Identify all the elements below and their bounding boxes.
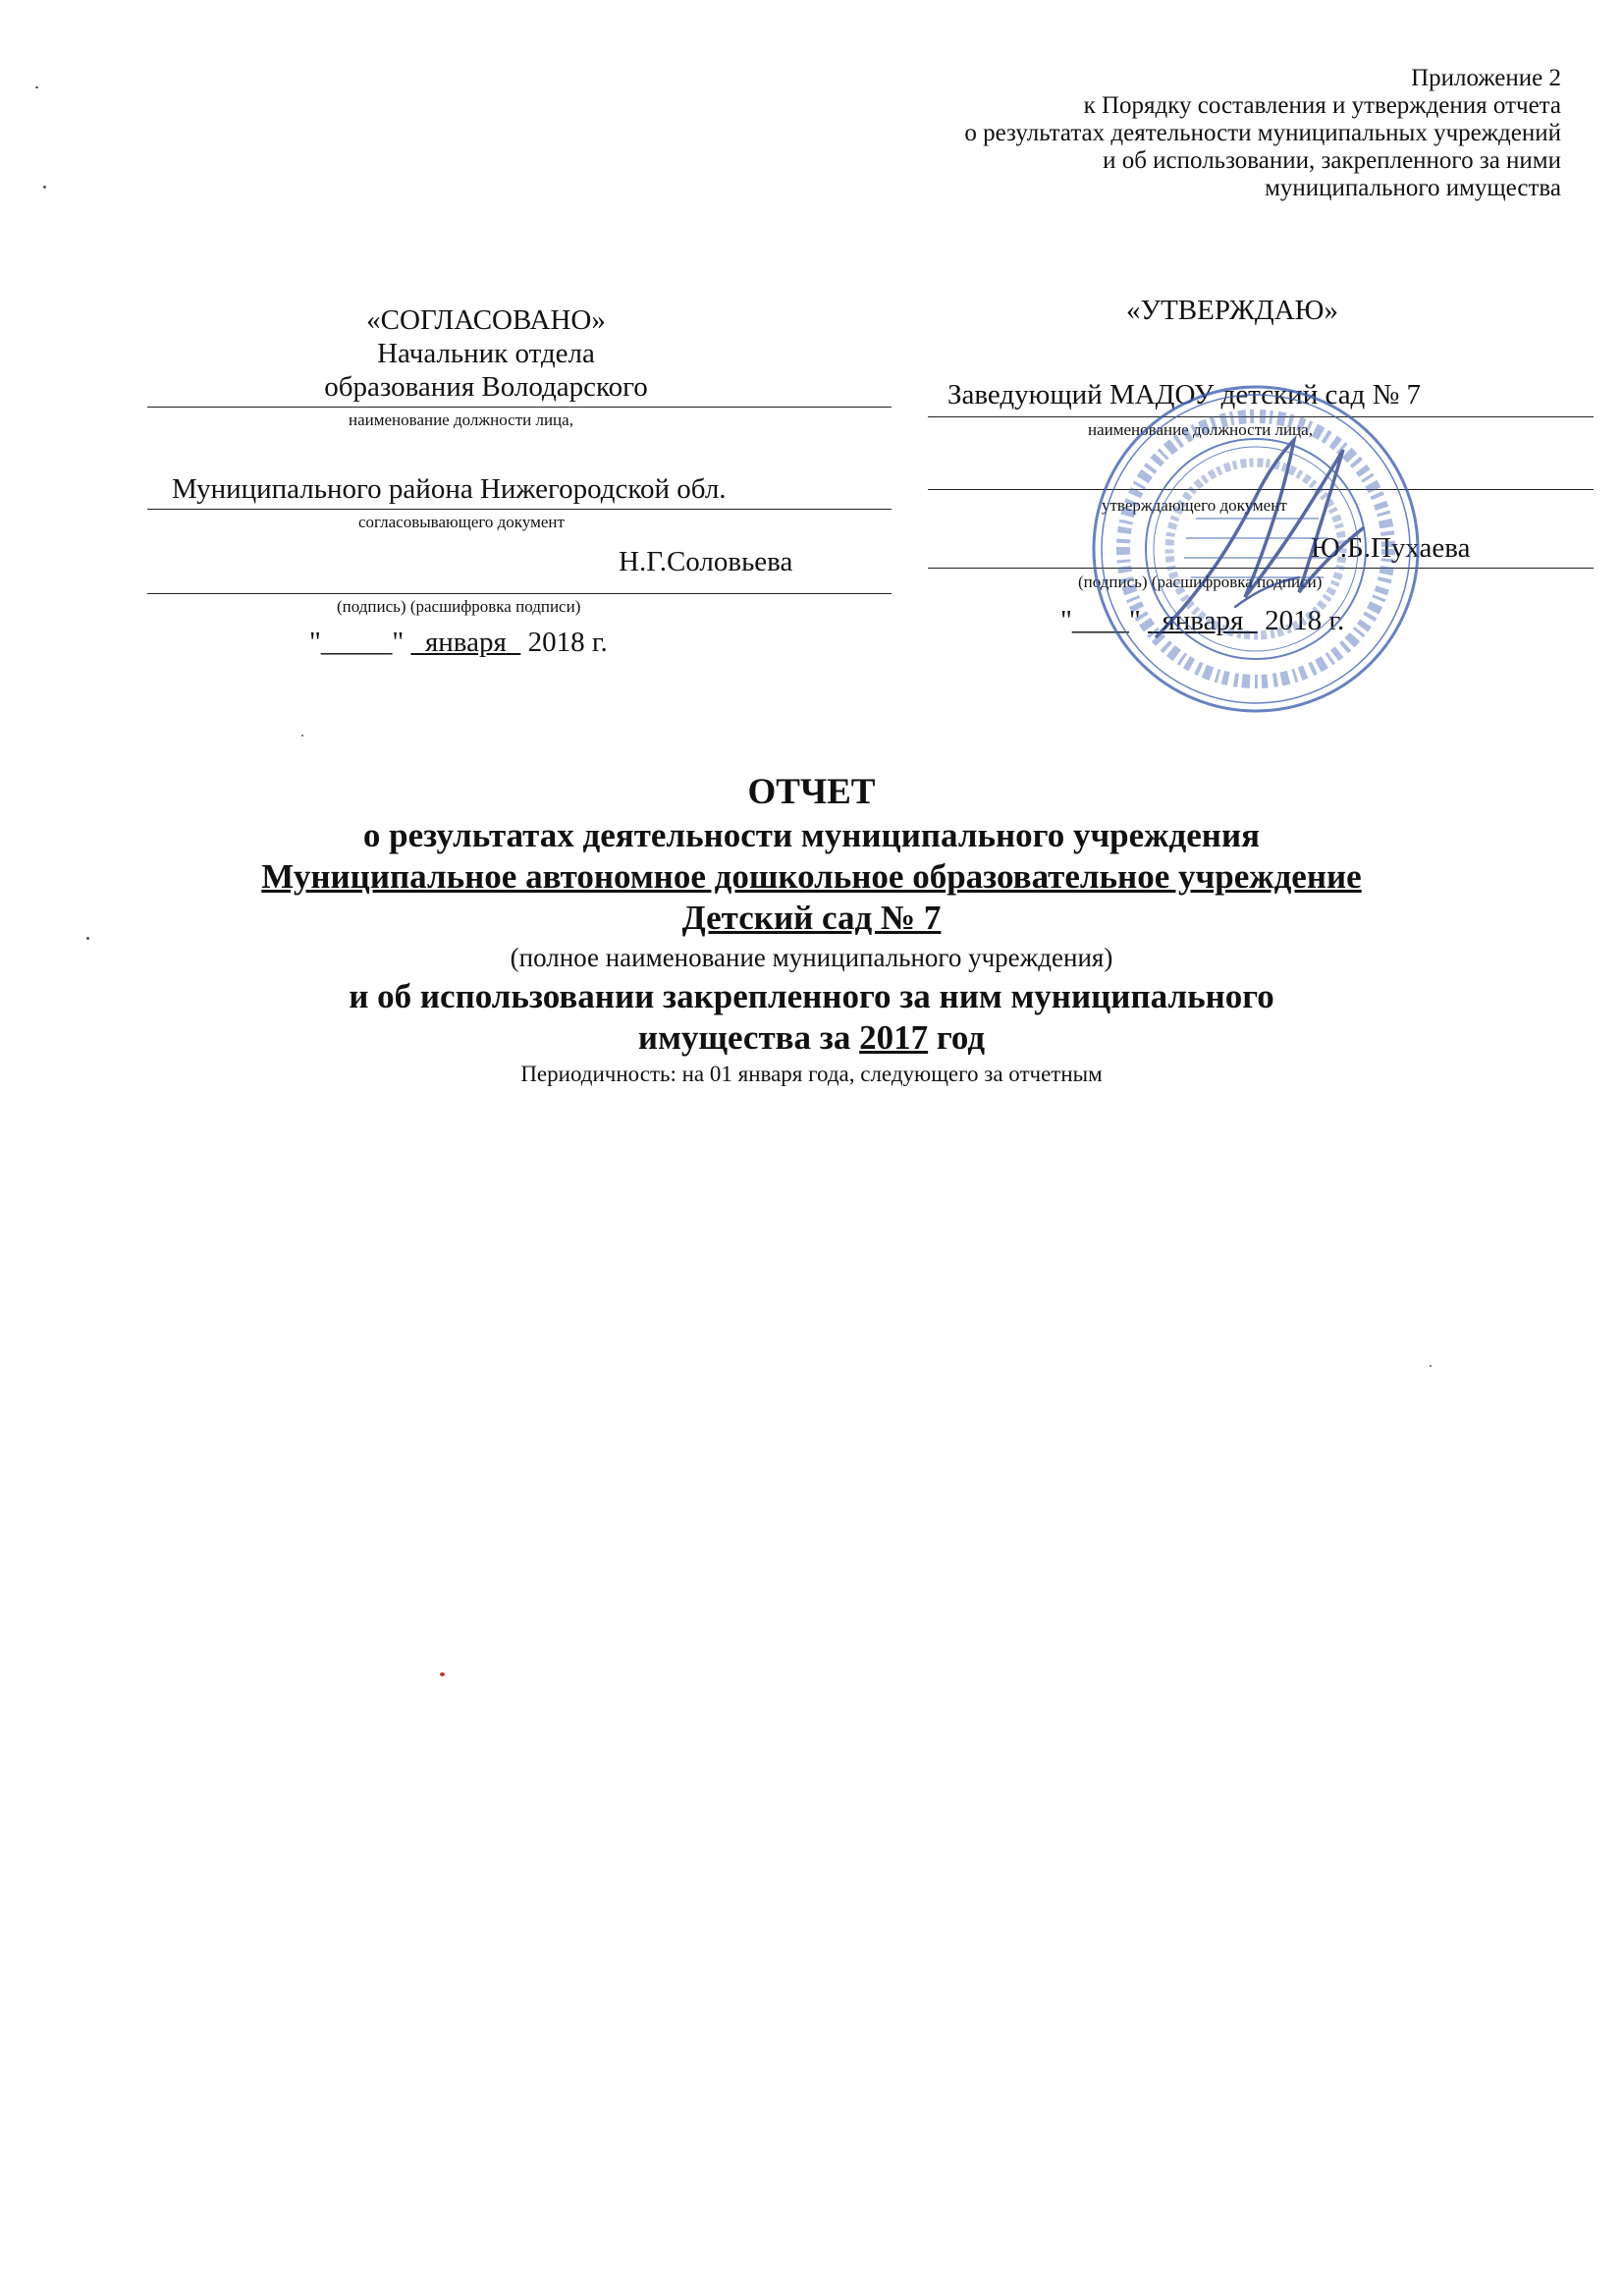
agreed-position-line-3: Муниципального района Нижегородской обл. [172,473,727,505]
agreed-caption-position: наименование должности лица, [349,410,573,429]
agreed-date [309,627,608,659]
agreed-position-line-2: образования Володарского [324,371,648,403]
approved-date-day-blank: ____ [1071,605,1129,636]
approved-date-quote-close: " [1128,605,1141,636]
agreed-date-year: 2018 г. [527,627,608,658]
appendix-line-2: к Порядку составления и утверждения отчета [1083,92,1561,119]
report-title-block [0,770,1623,1090]
institution-name-caption: (полное наименование муниципального учреждения) [510,943,1113,972]
agreed-signature-underline [147,593,892,594]
appendix-line-1: Приложение 2 [1411,65,1561,91]
appendix-line-5: муниципального имущества [1265,175,1561,201]
agreed-date-quote-close: " [392,627,405,658]
agreed-date-quote-open: " [309,627,321,658]
institution-name-line-1: Муниципальное автономное дошкольное образовательное учреждение [261,857,1362,896]
agreed-position-underline [147,407,892,408]
report-period-prefix: имущества за [637,1018,860,1057]
report-title: ОТЧЕТ [747,772,876,812]
report-periodicity: Периодичность: на 01 января года, следующего за отчетным [520,1062,1103,1086]
approved-caption-position: наименование должности лица, [1088,420,1313,439]
agreed-caption-agreeing: согласовывающего документ [358,513,565,531]
approved-date-quote-open: " [1060,605,1072,636]
approved-caption-approving: утверждающего документ [1102,496,1287,515]
agreed-heading: «СОГЛАСОВАНО» [366,304,606,336]
approved-heading: «УТВЕРЖДАЮ» [1126,295,1338,326]
agreed-signer-name: Н.Г.Соловьева [619,546,793,577]
agreed-block [147,304,893,678]
agreed-date-month: января [424,627,507,658]
report-period-suffix: год [928,1018,986,1057]
approved-caption-signature: (подпись) (расшифровка подписи) [1078,573,1323,591]
approved-signer-name: Ю.Б.Пухаева [1311,532,1471,564]
agreed-district-underline [147,509,892,510]
report-subtitle-line-1: о результатах деятельности муниципального учреждения [362,816,1261,854]
report-year: 2017 [859,1018,929,1057]
approved-date-year: 2018 г. [1265,605,1345,636]
approved-date-month: января [1162,605,1244,636]
appendix-line-3: о результатах деятельности муниципальных учреждений [964,120,1561,146]
report-subtitle-line-3: и об использовании закрепленного за ним муниципального [349,977,1274,1015]
report-subtitle-line-4 [0,1017,1623,1059]
agreed-date-day-blank: _____ [320,627,393,658]
institution-name-line-2: Детский сад № 7 [681,899,942,937]
approved-position: Заведующий МАДОУ детский сад № 7 [947,379,1421,410]
appendix-note [815,65,1561,202]
agreed-caption-signature: (подпись) (расшифровка подписи) [337,597,581,616]
agreed-position-line-1: Начальник отдела [377,338,595,369]
appendix-line-4: и об использовании, закрепленного за ними [1103,147,1561,174]
seal-stamp [1088,381,1424,717]
